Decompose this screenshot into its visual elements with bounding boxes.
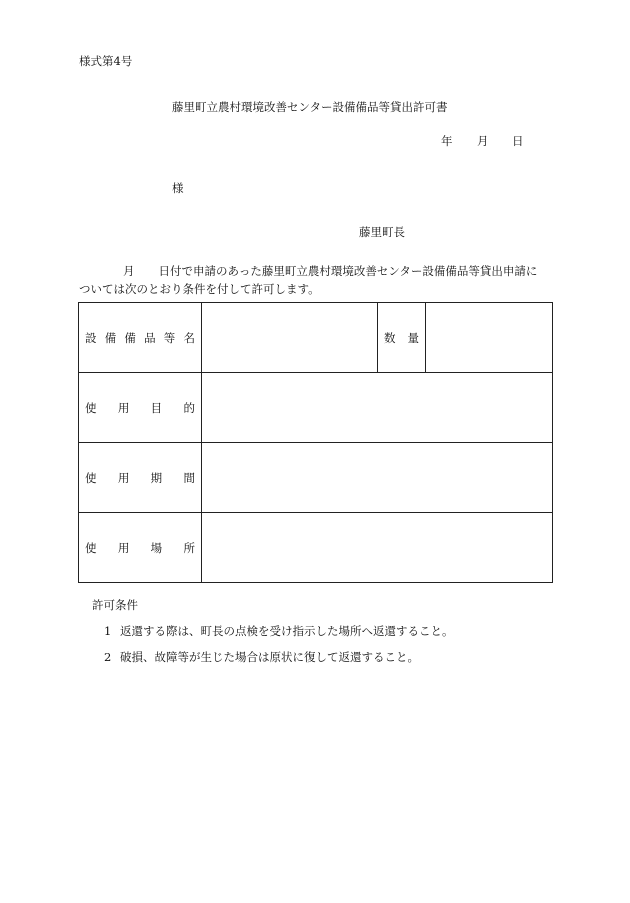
body-month-label: 月 xyxy=(123,264,135,278)
date-year-label: 年 xyxy=(441,134,453,148)
equipment-name-label-cell xyxy=(79,303,202,373)
label-char: 備 xyxy=(104,330,117,345)
label-char: 場 xyxy=(150,540,163,555)
table-row-location xyxy=(79,513,553,583)
label-char: 使 xyxy=(85,400,97,415)
label-char: 間 xyxy=(183,470,195,485)
period-label xyxy=(79,470,201,486)
date-month-label: 月 xyxy=(477,134,489,148)
label-char: 使 xyxy=(85,470,97,485)
condition-text: 返還する際は、町長の点検を受け指示した場所へ返還すること。 xyxy=(120,624,454,638)
form-number: 様式第4号 xyxy=(79,54,133,68)
label-char: 備 xyxy=(124,330,136,345)
body-text-line-2: ついては次のとおり条件を付して許可します。 xyxy=(79,282,320,296)
issuer-name: 藤里町長 xyxy=(359,225,405,239)
equipment-name-value[interactable] xyxy=(202,303,378,373)
condition-text: 破損、故障等が生じた場合は原状に復して返還すること。 xyxy=(120,650,419,664)
condition-item-2 xyxy=(104,649,419,665)
document-title: 藤里町立農村環境改善センター設備備品等貸出許可書 xyxy=(172,100,448,114)
label-char: 品 xyxy=(144,330,156,345)
label-char: 目 xyxy=(150,400,163,415)
period-label-cell xyxy=(79,443,202,513)
purpose-label-cell xyxy=(79,373,202,443)
period-value[interactable] xyxy=(202,443,553,513)
label-char: 設 xyxy=(85,330,97,345)
label-char: 名 xyxy=(183,330,195,345)
permit-details-table xyxy=(78,302,553,583)
purpose-label xyxy=(79,400,201,416)
label-char: 所 xyxy=(183,540,195,555)
date-day-label: 日 xyxy=(512,134,524,148)
label-char: 使 xyxy=(85,540,97,555)
label-char: 数 xyxy=(384,330,396,345)
table-row-equipment xyxy=(79,303,553,373)
condition-item-1 xyxy=(104,623,454,639)
quantity-label-cell xyxy=(378,303,426,373)
location-value[interactable] xyxy=(202,513,553,583)
condition-number: 2 xyxy=(104,650,112,664)
label-char: 等 xyxy=(163,330,176,345)
purpose-value[interactable] xyxy=(202,373,553,443)
label-char: 量 xyxy=(407,330,419,345)
label-char: 用 xyxy=(117,540,130,555)
label-char: 期 xyxy=(150,470,163,485)
quantity-label xyxy=(378,330,425,346)
addressee-honorific: 様 xyxy=(172,181,184,195)
label-char: 用 xyxy=(117,400,130,415)
body-line-1-text: 日付で申請のあった藤里町立農村環境改善センター設備備品等貸出申請に xyxy=(158,264,538,278)
table-row-period xyxy=(79,443,553,513)
label-char: 的 xyxy=(183,400,195,415)
conditions-heading: 許可条件 xyxy=(92,598,138,612)
condition-number: 1 xyxy=(104,624,112,638)
location-label-cell xyxy=(79,513,202,583)
label-char: 用 xyxy=(117,470,130,485)
equipment-name-label xyxy=(79,330,201,346)
quantity-value[interactable] xyxy=(426,303,553,373)
location-label xyxy=(79,540,201,556)
table-row-purpose xyxy=(79,373,553,443)
body-text-line-1 xyxy=(79,263,537,279)
